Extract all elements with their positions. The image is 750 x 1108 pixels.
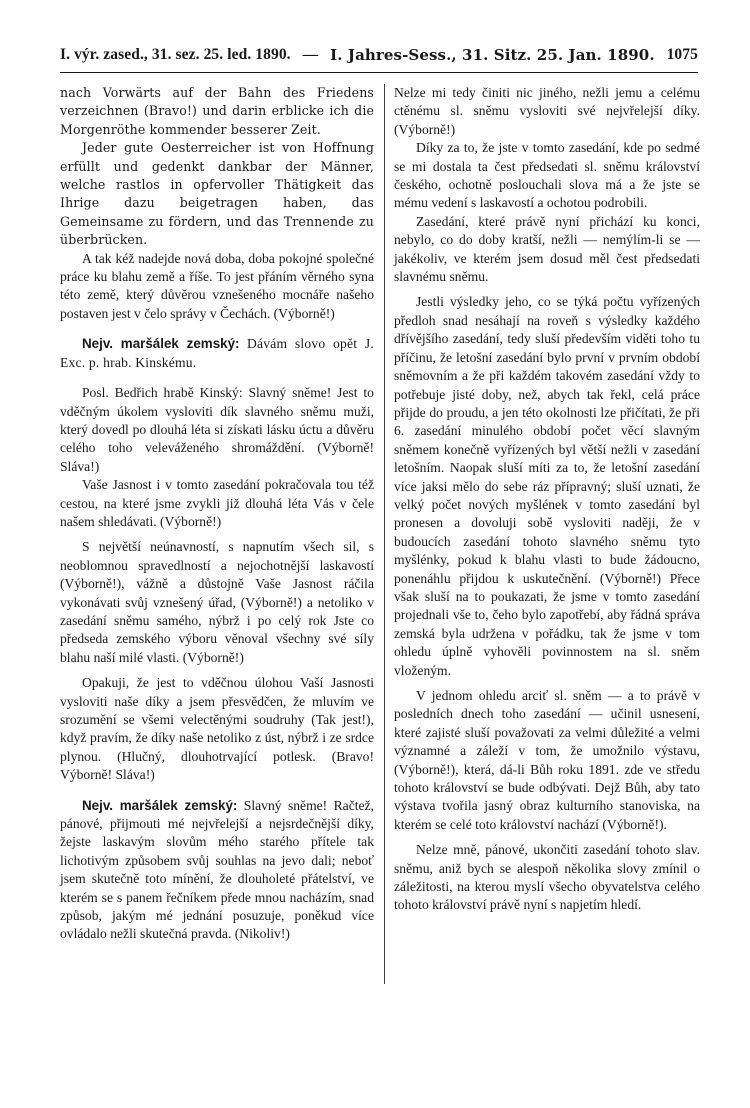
header-czech: I. výr. zased., 31. sez. 25. led. 1890. [60,46,291,63]
speech-text: Slavný sněme! Račtež, pánové, přijmouti mé nejvřelejší a nejsrdečnější díky, žejste laskavým slovům mého starého přítele tak lichotivým způsobem svůj souhlas na jevo dali; neboť jsem skutečně toto mínění, že dlouholeté přátelství, ve kterém se s panem řečníkem přede mnou nacházím, snad způsob, jakým mé jednání posuzuje, poněkud více ovládalo nežli skutečná pravda. (Nikoliv!) [60,797,374,942]
speaker-name: Posl. Bedřich hrabě Kinský: [82,385,243,401]
paragraph: S největší neúnavností, s napnutím všech sil, s neoblomnou spravedlností a nejochotnější laskavostí (Výborně!), vážně a důstojně Vaše Jasnost ráčila vykonávati svůj vznešený úřad, (Výborně!) a netoliko v zasedání sněmu samého, nýbrž i po celý rok Jste co předseda zemského výboru věnoval všechny své síly blahu naší milé vlasti. (Výborně!) [60,539,374,665]
right-column [394,84,700,915]
paragraph: Nelze mi tedy činiti nic jiného, nežli jemu a celému ctěnému sl. sněmu vysloviti své nejvřelejší díky. (Výborně!) [394,85,700,137]
speech-paragraph [60,797,374,944]
speaker-name: Nejv. maršálek zemský: [82,336,240,352]
speech-text: Slavný sněme! Jest to vděčným úkolem vysloviti dík slavného sněmu muži, který dovedl po dlouhá léta si získati lásku úctu a důvěru celého toho veleváženého shromáždění. (Výborně! Sláva!) [60,385,374,474]
page-number: 1075 [666,46,698,63]
left-column [60,84,374,944]
column-divider [384,84,385,984]
speaker-name: Nejv. maršálek zemský: [82,797,238,813]
speech-paragraph [60,335,374,372]
paragraph: Opakuji, že jest to vděčnou úlohou Vaší Jasnosti vysloviti naše díky a jsem přesvědčen, že mluvím ve srozumění se všemi velectěnými soudruhy (Tak jest!), když pravím, že díky naše netoliko z úst, nýbrž i ze srdce plynou. (Hlučný, dlouhotrvající potlesk. (Bravo! Výborně! Sláva!) [60,675,374,783]
paragraph: Jestli výsledky jeho, co se týká počtu vyřízených předloh snad nesáhají na roveň s výsledky každého dřívějšího zasedání, tedy sluší především viděti toho tu příčinu, že letošní zasedání bylo první v prvním období sněmovním a že při každém takovém zasedání vždy to potřebuje jisté doby, než, abych tak řekl, celá práce přijde do proudu, a jen této okolnosti lze přičítati, že při 6. zasedání minulého období počet věcí slavným sněmem konečně vyřízených byl větší nežli v zasedání letošním. Naopak sluší míti za to, že letošní zasedání více jaksi mělo do sebe ráz přípravný; sluší uznati, že velký počet nových myšlének v tomto zasedání byl pronesen a dovoluji sobě vysloviti naději, že v budoucích zasedání tohoto slavného sněmu tyto myšlénky, pokud k blahu vlasti to bude žádoucno, ponenáhlu přijdou k uskutečnění. (Výborně!) Přece však sluší na to poukazati, že jsme v tomto zasedání projednali vše to, čeho bylo zapotřebí, aby řádná správa zemská byla udržena v pořádku, tak že jsme v tom ohledu úplně vyhověli povinnostem na sl. sněm vloženým. [394,294,700,678]
paragraph: Vaše Jasnost i v tomto zasedání pokračovala tou též cestou, na které jsme zvykli již dlouhá léta Vás v čele našem shledávati. (Výborně!) [60,477,374,529]
header-dash: — [302,46,319,63]
speech-paragraph [60,384,374,476]
page-header [60,44,698,66]
paragraph: Jeder gute Oesterreicher ist von Hoffnung erfüllt und gedenkt dankbar der Männer, welche rastlos in opfervoller Thätigkeit das Ihrige dazu beigetragen haben, das Gemeinsame zu fördern, und das Trennende zu überbrücken. [60,140,374,248]
paragraph: Nelze mně, pánové, ukončiti zasedání tohoto slav. sněmu, aniž bych se alespoň několika slovy zmínil o záležitosti, na kterou myslí všecho obyvatelstva celého tohoto království právě nyní s napjetím hledí. [394,842,700,913]
paragraph: A tak kéž nadejde nová doba, doba pokojné společné práce ku blahu země a říše. To jest přáním věrného syna této země, který důvěrou vznešeného mocnáře našeho postaven jest v čelo správy v Čechách. (Výborně!) [60,250,374,321]
header-rule [60,72,698,73]
paragraph: nach Vorwärts auf der Bahn des Friedens verzeichnen (Bravo!) und darin erblicke ich die Morgenröthe kommender besserer Zeit. [60,85,374,137]
paragraph: V jednom ohledu arciť sl. sněm — a to právě v posledních dnech toho zasedání — učinil usnesení, které zajisté sluší považovati za velmi důležité a velmi významné a záleží v tom, že umožnilo výstavu, (Výborně!), která, dá-li Bůh roku 1891. zde ve středu tohoto království se bude odbývati. Dejž Bůh, aby tato výstava tvořila jasný obraz kulturního stanoviska, na kterém se celé toto království nachází (Výborně!). [394,688,700,832]
speech-text: Dávám slovo opět J. Exc. p. hrab. Kinskému. [60,336,374,370]
paragraph: Díky za to, že jste v tomto zasedání, kde po sedmé se mi dostala ta čest předsedati sl. sněmu království českého, ochotně poslouchali slova má a že jste se mému vedení s laskavostí a ochotou podrobili. [394,140,700,211]
paragraph: Zasedání, které právě nyní přichází ku konci, nebylo, co do doby kratší, nežli — nemýlím-li se — jakékoliv, ve kterém jsem dosud měl čest předsedati slavnému sněmu. [394,213,700,285]
header-german: I. Jahres-Sess., 31. Sitz. 25. Jan. 1890. [330,45,655,64]
